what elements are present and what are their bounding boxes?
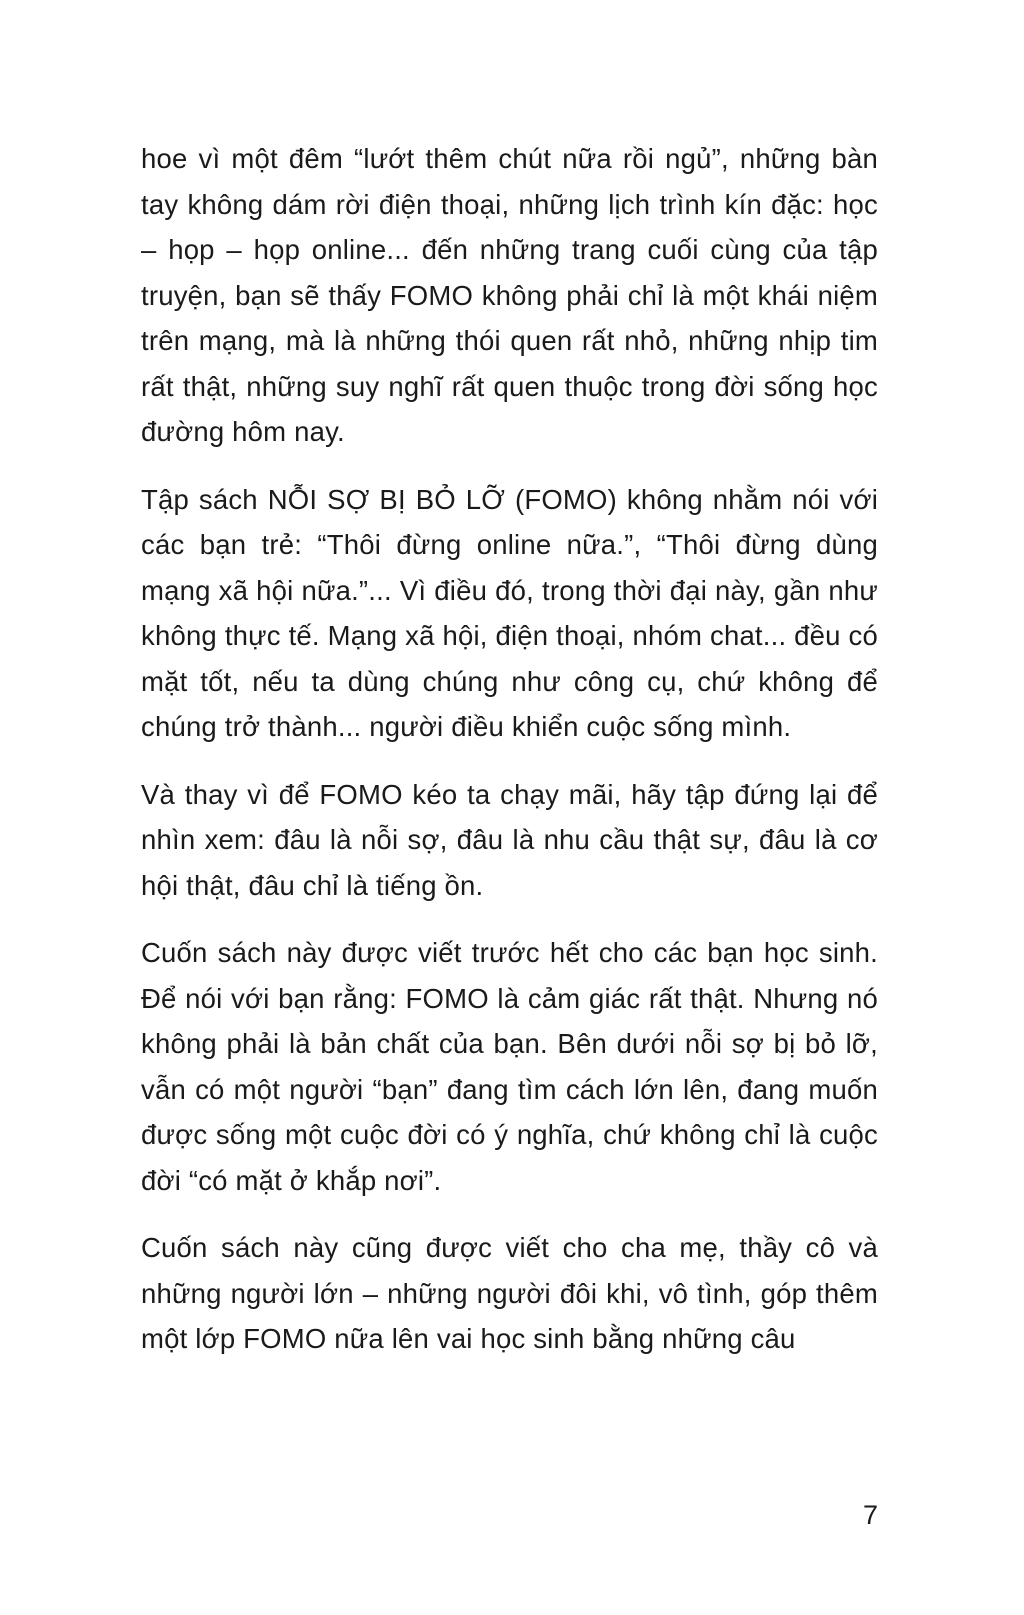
paragraph-4: Cuốn sách này được viết trước hết cho các bạn học sinh. Để nói với bạn rằng: FOMO là cảm giác rất thật. Nhưng nó không phải là bản chất của bạn. Bên dưới nỗi sợ bị bỏ lỡ, vẫn có một người “bạn” đang tìm cách lớn lên, đang muốn được sống một cuộc đời có ý nghĩa, chứ không chỉ là cuộc đời “có mặt ở khắp nơi”.	[141, 937, 878, 1196]
paragraph-5: Cuốn sách này cũng được viết cho cha mẹ, thầy cô và những người lớn – những người đôi khi, vô tình, góp thêm một lớp FOMO nữa lên vai học sinh bằng những câu	[141, 1232, 878, 1354]
page-body-text	[141, 136, 878, 1384]
paragraph-3: Và thay vì để FOMO kéo ta chạy mãi, hãy tập đứng lại để nhìn xem: đâu là nỗi sợ, đâu là nhu cầu thật sự, đâu là cơ hội thật, đâu chỉ là tiếng ồn.	[141, 778, 878, 901]
paragraph-2: Tập sách NỖI SỢ BỊ BỎ LỠ (FOMO) không nhằm nói với các bạn trẻ: “Thôi đừng online nữa.”, “Thôi đừng dùng mạng xã hội nữa.”... Vì điều đó, trong thời đại này, gần như không thực tế. Mạng xã hội, điện thoại, nhóm chat... đều có mặt tốt, nếu ta dùng chúng như công cụ, chứ không để chúng trở thành... người điều khiển cuộc sống mình.	[141, 483, 878, 742]
page-number: 7	[862, 1500, 878, 1530]
paragraph-1: hoe vì một đêm “lướt thêm chút nữa rồi ngủ”, những bàn tay không dám rời điện thoại, những lịch trình kín đặc: học – họp – họp online... đến những trang cuối cùng của tập truyện, bạn sẽ thấy FOMO không phải chỉ là một khái niệm trên mạng, mà là những thói quen rất nhỏ, những nhịp tim rất thật, những suy nghĩ rất quen thuộc trong đời sống học đường hôm nay.	[141, 143, 878, 447]
